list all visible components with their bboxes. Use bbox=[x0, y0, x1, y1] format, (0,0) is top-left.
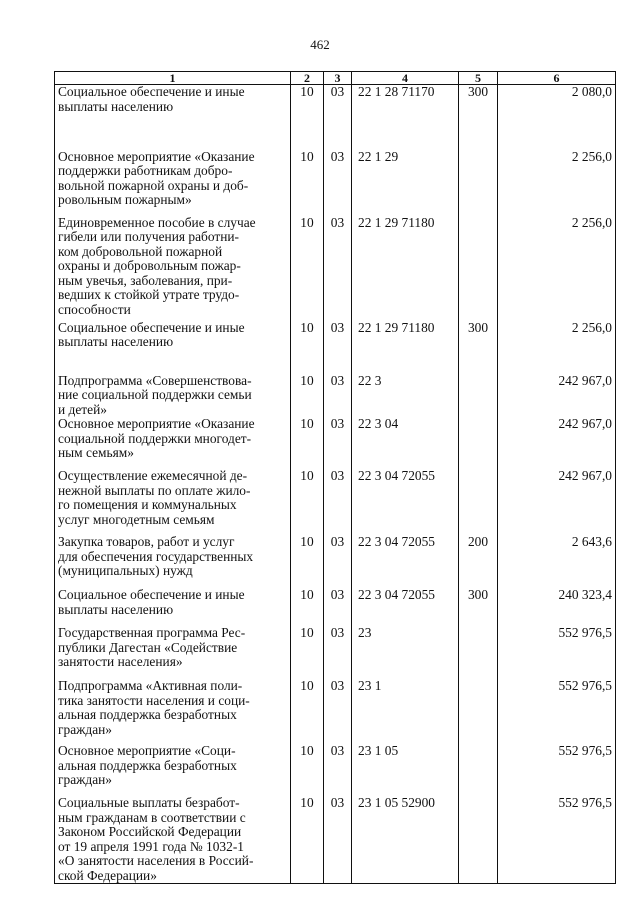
row-name-cell bbox=[55, 626, 291, 679]
row-subsection-cell bbox=[324, 796, 352, 884]
row-target-code-cell bbox=[352, 417, 459, 469]
table-row bbox=[55, 469, 616, 535]
row-name-cell bbox=[55, 679, 291, 744]
row-subsection-cell bbox=[324, 321, 352, 374]
row-target-code: 22 1 29 bbox=[358, 148, 399, 164]
column-header: 4 bbox=[352, 72, 459, 85]
row-section: 10 bbox=[300, 416, 314, 431]
row-expense-type-cell bbox=[459, 321, 498, 374]
row-expense-type-cell bbox=[459, 150, 498, 216]
row-expense-type-cell bbox=[459, 626, 498, 679]
row-name-cell bbox=[55, 374, 291, 418]
table-row bbox=[55, 216, 616, 321]
row-subsection: 03 bbox=[330, 468, 345, 483]
row-name-cell bbox=[55, 535, 291, 588]
row-target-code: 22 3 04 72055 bbox=[358, 534, 435, 549]
row-name: Подпрограмма «Совершенствова- ние социальной поддержки семьи и детей» bbox=[58, 372, 252, 417]
row-name: Социальное обеспечение и иные выплаты населению bbox=[58, 587, 245, 617]
row-amount-cell bbox=[498, 796, 616, 884]
row-name-cell bbox=[55, 85, 291, 150]
table-row bbox=[55, 417, 616, 469]
row-section-cell bbox=[291, 85, 324, 150]
page-number: 462 bbox=[310, 37, 330, 52]
row-amount: 242 967,0 bbox=[558, 372, 612, 388]
row-expense-type: 300 bbox=[467, 319, 489, 335]
row-subsection: 03 bbox=[330, 587, 345, 602]
row-target-code: 22 3 bbox=[358, 372, 382, 388]
row-amount-cell bbox=[498, 535, 616, 588]
row-subsection: 03 bbox=[330, 319, 345, 335]
row-amount: 552 976,5 bbox=[558, 795, 612, 810]
row-name: Основное мероприятие «Соци- альная поддержка безработных граждан» bbox=[58, 743, 237, 787]
row-subsection: 03 bbox=[330, 372, 345, 388]
row-section: 10 bbox=[300, 743, 314, 758]
row-target-code-cell bbox=[352, 469, 459, 535]
row-target-code: 23 1 05 bbox=[358, 743, 399, 758]
table-row bbox=[55, 85, 616, 150]
row-expense-type-cell bbox=[459, 216, 498, 321]
row-amount-cell bbox=[498, 469, 616, 535]
row-amount: 552 976,5 bbox=[558, 625, 612, 640]
table-row bbox=[55, 150, 616, 216]
row-target-code-cell bbox=[352, 588, 459, 626]
row-section: 10 bbox=[300, 148, 314, 164]
row-section-cell bbox=[291, 150, 324, 216]
row-expense-type-cell bbox=[459, 588, 498, 626]
row-section-cell bbox=[291, 679, 324, 744]
budget-table bbox=[54, 71, 616, 884]
table-row bbox=[55, 374, 616, 418]
table-row bbox=[55, 321, 616, 374]
row-amount-cell bbox=[498, 216, 616, 321]
row-section: 10 bbox=[300, 795, 314, 810]
row-name: Государственная программа Рес- публики Дагестан «Содействие занятости населения» bbox=[58, 625, 246, 669]
row-section: 10 bbox=[300, 678, 314, 693]
table-row bbox=[55, 679, 616, 744]
row-name: Социальное обеспечение и иные выплаты населению bbox=[58, 84, 245, 114]
row-expense-type: 300 bbox=[467, 587, 489, 602]
row-subsection: 03 bbox=[330, 84, 345, 99]
row-name-cell bbox=[55, 216, 291, 321]
row-subsection: 03 bbox=[330, 534, 345, 549]
row-target-code-cell bbox=[352, 85, 459, 150]
row-target-code: 22 1 29 71180 bbox=[358, 214, 435, 230]
row-name: Подпрограмма «Активная поли- тика занятости населения и соци- альная поддержка безработных граждан» bbox=[58, 678, 250, 737]
row-amount: 2 256,0 bbox=[571, 319, 612, 335]
row-amount: 242 967,0 bbox=[558, 416, 612, 431]
row-section-cell bbox=[291, 588, 324, 626]
row-section: 10 bbox=[300, 214, 314, 230]
row-section-cell bbox=[291, 321, 324, 374]
row-section: 10 bbox=[300, 587, 314, 602]
row-section: 10 bbox=[300, 319, 314, 335]
row-name-cell bbox=[55, 321, 291, 374]
table-body bbox=[55, 85, 616, 884]
row-amount-cell bbox=[498, 417, 616, 469]
row-section-cell bbox=[291, 417, 324, 469]
column-header: 6 bbox=[498, 72, 616, 85]
row-subsection-cell bbox=[324, 679, 352, 744]
row-amount: 242 967,0 bbox=[558, 468, 612, 483]
row-amount-cell bbox=[498, 626, 616, 679]
row-name-cell bbox=[55, 588, 291, 626]
row-amount-cell bbox=[498, 321, 616, 374]
row-subsection-cell bbox=[324, 626, 352, 679]
row-subsection-cell bbox=[324, 417, 352, 469]
row-amount-cell bbox=[498, 588, 616, 626]
row-amount-cell bbox=[498, 744, 616, 796]
row-section: 10 bbox=[300, 372, 314, 388]
row-section: 10 bbox=[300, 534, 314, 549]
row-amount: 552 976,5 bbox=[558, 678, 612, 693]
row-section-cell bbox=[291, 626, 324, 679]
row-section-cell bbox=[291, 469, 324, 535]
row-section: 10 bbox=[300, 468, 314, 483]
row-section-cell bbox=[291, 374, 324, 418]
row-expense-type-cell bbox=[459, 679, 498, 744]
row-expense-type-cell bbox=[459, 535, 498, 588]
row-target-code: 22 3 04 bbox=[358, 416, 399, 431]
table-row bbox=[55, 588, 616, 626]
row-name-cell bbox=[55, 417, 291, 469]
row-target-code-cell bbox=[352, 796, 459, 884]
table-header-row bbox=[55, 72, 616, 85]
row-name: Осуществление ежемесячной де- нежной выплаты по оплате жило- го помещения и коммунальных услуг многодетным семьям bbox=[58, 468, 251, 527]
row-amount-cell bbox=[498, 85, 616, 150]
column-header: 3 bbox=[324, 72, 352, 85]
row-target-code: 22 3 04 72055 bbox=[358, 587, 435, 602]
row-subsection-cell bbox=[324, 374, 352, 418]
row-expense-type-cell bbox=[459, 417, 498, 469]
row-amount: 2 256,0 bbox=[571, 148, 612, 164]
row-name: Основное мероприятие «Оказание поддержки работникам добро- вольной пожарной охраны и доб- ровольным пожарным» bbox=[58, 148, 255, 207]
table-row bbox=[55, 535, 616, 588]
row-subsection-cell bbox=[324, 535, 352, 588]
row-target-code-cell bbox=[352, 321, 459, 374]
row-amount: 552 976,5 bbox=[558, 743, 612, 758]
table-row bbox=[55, 796, 616, 884]
row-section-cell bbox=[291, 216, 324, 321]
row-amount: 2 643,6 bbox=[571, 534, 612, 549]
row-section-cell bbox=[291, 535, 324, 588]
row-target-code-cell bbox=[352, 150, 459, 216]
row-subsection: 03 bbox=[330, 148, 345, 164]
column-header: 1 bbox=[55, 72, 291, 85]
row-section: 10 bbox=[300, 625, 314, 640]
row-expense-type: 200 bbox=[467, 534, 489, 549]
row-target-code-cell bbox=[352, 626, 459, 679]
row-target-code-cell bbox=[352, 374, 459, 418]
row-subsection: 03 bbox=[330, 416, 345, 431]
row-amount: 240 323,4 bbox=[558, 587, 612, 602]
row-subsection-cell bbox=[324, 216, 352, 321]
row-target-code-cell bbox=[352, 216, 459, 321]
row-target-code-cell bbox=[352, 679, 459, 744]
row-name: Единовременное пособие в случае гибели или получения работни- ком добровольной пожарной охраны и добровольным пожар- ным увечья, заболевания, при- ведших к стойкой утрате трудо- способности bbox=[58, 214, 256, 317]
row-target-code: 22 1 28 71170 bbox=[358, 84, 435, 99]
row-target-code: 23 1 05 52900 bbox=[358, 795, 435, 810]
row-target-code: 23 1 bbox=[358, 678, 382, 693]
row-amount: 2 080,0 bbox=[571, 84, 612, 99]
row-name: Социальные выплаты безработ- ным гражданам в соответствии с Законом Российской Федерации от 19 апреля 1991 года № 1032-1 «О занятости населения в Россий- ской Федерации» bbox=[58, 795, 254, 883]
row-target-code-cell bbox=[352, 744, 459, 796]
row-target-code: 22 3 04 72055 bbox=[358, 468, 435, 483]
column-header: 5 bbox=[459, 72, 498, 85]
row-expense-type-cell bbox=[459, 469, 498, 535]
row-target-code-cell bbox=[352, 535, 459, 588]
row-subsection: 03 bbox=[330, 214, 345, 230]
table-row bbox=[55, 744, 616, 796]
row-name: Основное мероприятие «Оказание социальной поддержки многодет- ным семьям» bbox=[58, 416, 255, 460]
table-row bbox=[55, 626, 616, 679]
row-subsection: 03 bbox=[330, 743, 345, 758]
row-name-cell bbox=[55, 150, 291, 216]
row-subsection-cell bbox=[324, 150, 352, 216]
row-subsection-cell bbox=[324, 469, 352, 535]
row-name-cell bbox=[55, 744, 291, 796]
row-target-code: 23 bbox=[358, 625, 372, 640]
row-expense-type-cell bbox=[459, 374, 498, 418]
row-name: Социальное обеспечение и иные выплаты населению bbox=[58, 319, 245, 349]
row-subsection-cell bbox=[324, 744, 352, 796]
row-amount-cell bbox=[498, 150, 616, 216]
row-name: Закупка товаров, работ и услуг для обеспечения государственных (муниципальных) нужд bbox=[58, 534, 254, 578]
row-amount-cell bbox=[498, 374, 616, 418]
row-section-cell bbox=[291, 744, 324, 796]
row-subsection: 03 bbox=[330, 625, 345, 640]
row-section: 10 bbox=[300, 84, 314, 99]
row-subsection-cell bbox=[324, 588, 352, 626]
row-amount: 2 256,0 bbox=[571, 214, 612, 230]
row-expense-type-cell bbox=[459, 85, 498, 150]
row-name-cell bbox=[55, 469, 291, 535]
row-subsection: 03 bbox=[330, 678, 345, 693]
row-target-code: 22 1 29 71180 bbox=[358, 319, 435, 335]
row-subsection-cell bbox=[324, 85, 352, 150]
row-amount-cell bbox=[498, 679, 616, 744]
row-section-cell bbox=[291, 796, 324, 884]
row-name-cell bbox=[55, 796, 291, 884]
column-header: 2 bbox=[291, 72, 324, 85]
row-expense-type-cell bbox=[459, 796, 498, 884]
row-expense-type-cell bbox=[459, 744, 498, 796]
row-subsection: 03 bbox=[330, 795, 345, 810]
row-expense-type: 300 bbox=[467, 84, 489, 99]
